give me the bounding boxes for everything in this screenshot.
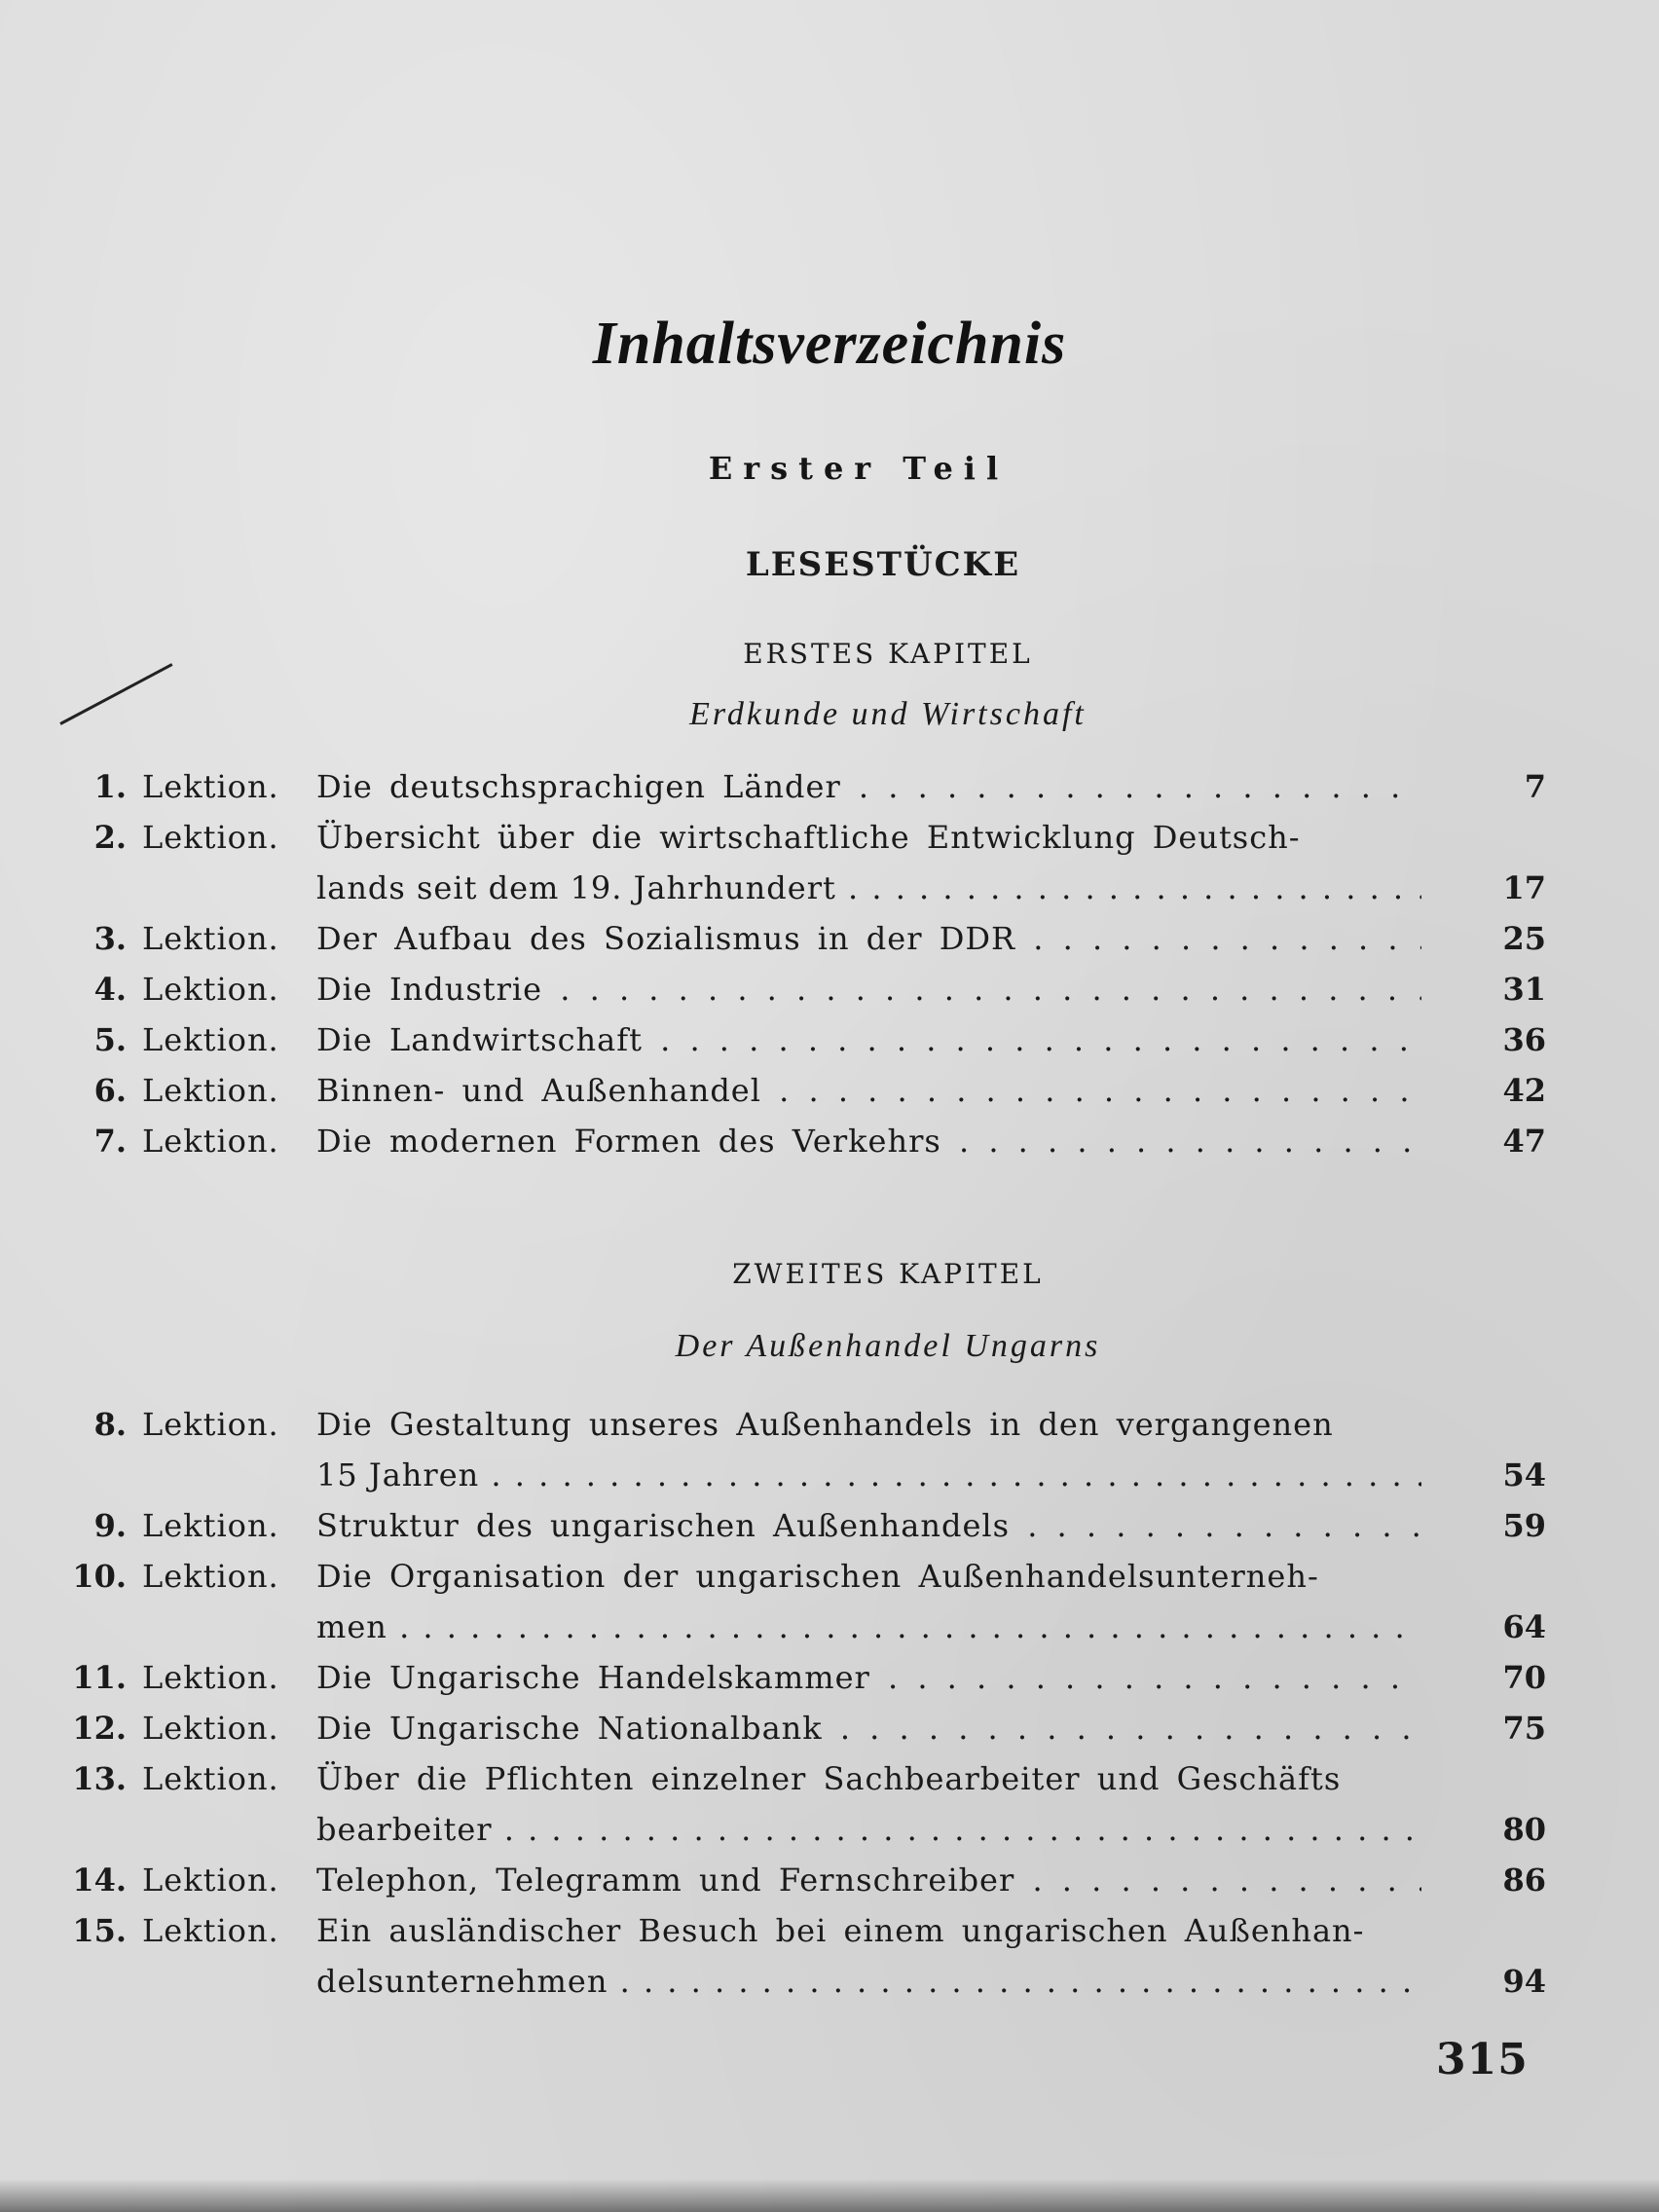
lesson-number: 11.	[72, 1659, 127, 1696]
lesson-number: 1.	[93, 768, 127, 805]
lesson-title: Struktur des ungarischen Außenhandels . . .	[316, 1500, 1421, 1551]
lesson-label: Lektion.	[142, 1659, 279, 1696]
lesson-title: Die Ungarische Nationalbank . . .	[316, 1703, 1421, 1753]
lesson-label: Lektion.	[142, 1406, 279, 1443]
lesson-label: Lektion.	[142, 971, 279, 1008]
toc-entry	[0, 812, 1659, 913]
lesson-title-continued: delsunternehmen . . .	[316, 1956, 1421, 2007]
chapter-1-heading: ERSTES KAPITEL	[743, 638, 1033, 670]
page-number: 36	[1502, 1021, 1546, 1058]
lesson-title: Die Landwirtschaft . . .	[316, 1014, 1421, 1065]
toc-entry	[0, 1065, 1659, 1116]
page-number: 7	[1524, 768, 1546, 805]
chapter-1-toc	[0, 761, 1659, 1166]
page-title: Inhaltsverzeichnis	[592, 311, 1067, 377]
lesson-number: 13.	[72, 1760, 127, 1797]
lesson-number: 8.	[93, 1406, 127, 1443]
page-number: 47	[1502, 1123, 1546, 1160]
lesson-label: Lektion.	[142, 1558, 279, 1595]
chapter-1-subtitle: Erdkunde und Wirtschaft	[689, 696, 1087, 732]
lesson-label: Lektion.	[142, 1021, 279, 1058]
lesson-title: Ein ausländischer Besuch bei einem ungarischen Außenhan-	[316, 1912, 1365, 1949]
lesson-title: Übersicht über die wirtschaftliche Entwicklung Deutsch-	[316, 819, 1301, 856]
toc-entry	[0, 761, 1659, 812]
toc-entry	[0, 1652, 1659, 1703]
page-number: 70	[1502, 1659, 1546, 1696]
page-number: 31	[1502, 971, 1546, 1008]
folio-page-number: 315	[1436, 2035, 1529, 2084]
lesson-title: Die Industrie . . .	[316, 964, 1421, 1014]
page-number: 17	[1502, 869, 1546, 906]
toc-entry	[0, 1014, 1659, 1065]
lesson-title-continued: men . . .	[316, 1602, 1421, 1652]
lesson-title-continued: 15 Jahren . . .	[316, 1450, 1421, 1500]
lesson-number: 9.	[93, 1507, 127, 1544]
lesson-title: Die Gestaltung unseres Außenhandels in den vergangenen	[316, 1406, 1334, 1443]
lesson-title: Die Ungarische Handelskammer . . .	[316, 1652, 1421, 1703]
lesson-number: 15.	[72, 1912, 127, 1949]
toc-entry	[0, 1500, 1659, 1551]
lesson-title: Über die Pflichten einzelner Sachbearbeiter und Geschäfts	[316, 1760, 1342, 1797]
chapter-2-subtitle: Der Außenhandel Ungarns	[675, 1328, 1101, 1364]
toc-entry	[0, 1753, 1659, 1855]
lesson-title-continued: lands seit dem 19. Jahrhundert . . .	[316, 863, 1421, 913]
toc-entry	[0, 1399, 1659, 1500]
toc-entry	[0, 1905, 1659, 2007]
toc-entry	[0, 1116, 1659, 1166]
page-number: 64	[1502, 1608, 1546, 1645]
lesson-title: Die modernen Formen des Verkehrs . . .	[316, 1116, 1421, 1166]
lesson-label: Lektion.	[142, 1862, 279, 1899]
lesson-title: Die Organisation der ungarischen Außenhandelsunterneh-	[316, 1558, 1319, 1595]
lesson-label: Lektion.	[142, 768, 279, 805]
page-number: 75	[1502, 1710, 1546, 1747]
lesson-number: 10.	[72, 1558, 127, 1595]
toc-entry	[0, 1855, 1659, 1905]
toc-entry	[0, 1703, 1659, 1753]
lesson-label: Lektion.	[142, 1760, 279, 1797]
page-number: 94	[1502, 1963, 1546, 2000]
chapter-2-heading: ZWEITES KAPITEL	[732, 1258, 1044, 1290]
lesson-number: 6.	[93, 1072, 127, 1109]
page-number: 86	[1502, 1862, 1546, 1899]
page-number: 25	[1502, 920, 1546, 957]
page-number: 42	[1502, 1072, 1546, 1109]
page-number: 80	[1502, 1811, 1546, 1848]
lesson-label: Lektion.	[142, 819, 279, 856]
lesson-label: Lektion.	[142, 1507, 279, 1544]
lesson-label: Lektion.	[142, 1123, 279, 1160]
lesson-title: Die deutschsprachigen Länder . . .	[316, 761, 1421, 812]
lesson-number: 7.	[93, 1123, 127, 1160]
lesson-label: Lektion.	[142, 1912, 279, 1949]
lesson-number: 12.	[72, 1710, 127, 1747]
lesson-number: 3.	[93, 920, 127, 957]
lesson-number: 4.	[93, 971, 127, 1008]
lesson-number: 2.	[93, 819, 127, 856]
lesson-number: 14.	[72, 1862, 127, 1899]
lesson-label: Lektion.	[142, 1072, 279, 1109]
toc-entry	[0, 1551, 1659, 1652]
lesson-title-continued: bearbeiter . . .	[316, 1804, 1421, 1855]
lesson-title: Telephon, Telegramm und Fernschreiber . . .	[316, 1855, 1421, 1905]
toc-entry	[0, 913, 1659, 964]
chapter-2-toc	[0, 1399, 1659, 2007]
page-number: 54	[1502, 1456, 1546, 1493]
page-number: 59	[1502, 1507, 1546, 1544]
section-heading: LESESTÜCKE	[745, 545, 1021, 584]
toc-entry	[0, 964, 1659, 1014]
part-heading: Erster Teil	[708, 450, 1010, 487]
lesson-title: Binnen- und Außenhandel . . .	[316, 1065, 1421, 1116]
lesson-label: Lektion.	[142, 1710, 279, 1747]
lesson-number: 5.	[93, 1021, 127, 1058]
lesson-label: Lektion.	[142, 920, 279, 957]
lesson-title: Der Aufbau des Sozialismus in der DDR . . .	[316, 913, 1421, 964]
